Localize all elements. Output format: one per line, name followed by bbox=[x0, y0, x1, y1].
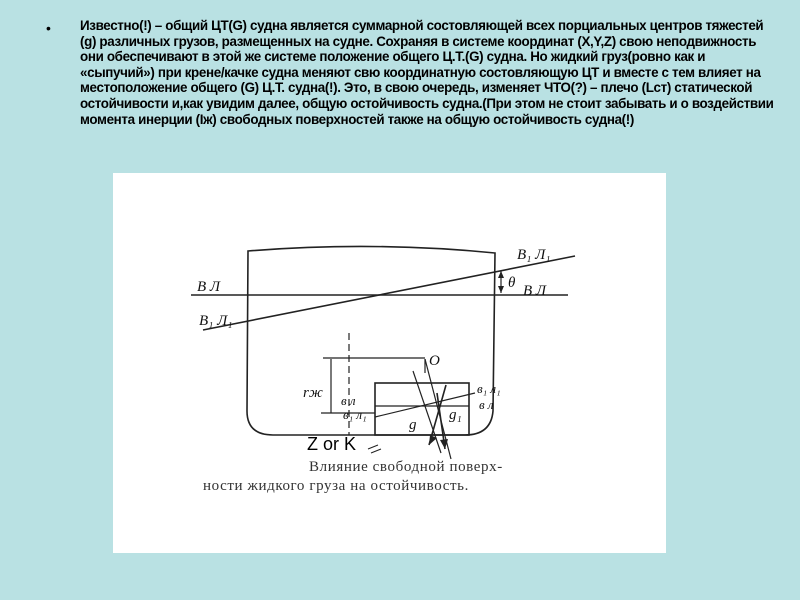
label-wl1-left: В₁ Л₁ bbox=[199, 313, 233, 329]
label-point-o: O bbox=[429, 353, 440, 369]
inclined-waterline bbox=[203, 256, 575, 330]
label-g: g bbox=[409, 417, 417, 433]
label-tank-wl1-right: в₁ л₁ bbox=[477, 381, 501, 396]
label-tank-wl1: в₁ л₁ bbox=[343, 407, 367, 422]
caption-line-2: ности жидкого груза на остойчивость. bbox=[203, 478, 469, 494]
overlay-label: Z or K bbox=[307, 434, 357, 454]
label-tank-wl: в л bbox=[341, 393, 356, 408]
label-r-zh: rж bbox=[303, 385, 323, 401]
ship-section-diagram bbox=[113, 173, 666, 553]
stability-figure bbox=[113, 173, 666, 553]
label-wl-left: В Л bbox=[197, 279, 221, 295]
bullet-marker: • bbox=[46, 20, 51, 36]
body-paragraph: Известно(!) – общий ЦТ(G) судна является суммарной состовляющей всех порциальных центров тяжестей (g) различных грузов, размещенных на судне. Сохраняя в системе координат (X,Y,Z) свою неподвижность они обеспечивают в этой же системе положение общего Ц.Т.(G) судна. Но жидкий груз(ровно как и «сыпучий») при крене/качке судна меняют свю координатную состовляющую ЦТ и вместе с тем влияет на местоположение общего (G) Ц.Т. судна(!). Это, в свою очередь, изменяет ЧТО(?) – плечо (Lст) статической остойчивости и,как увидим далее, общую остойчивость судна.(При этом не стоит забывать и о воздействии момента инерции (Iж) свободных поверхностей также на общую остойчивость судна(!) bbox=[80, 18, 774, 127]
label-g1: g₁ bbox=[449, 407, 462, 423]
label-theta: θ bbox=[508, 275, 516, 291]
label-wl1-right: В₁ Л₁ bbox=[517, 247, 551, 263]
label-wl-right: В Л bbox=[523, 283, 547, 299]
label-tank-wl-right: в л bbox=[479, 397, 494, 412]
caption-line-1: Влияние свободной поверх- bbox=[309, 459, 503, 475]
figure-caption bbox=[203, 458, 583, 496]
